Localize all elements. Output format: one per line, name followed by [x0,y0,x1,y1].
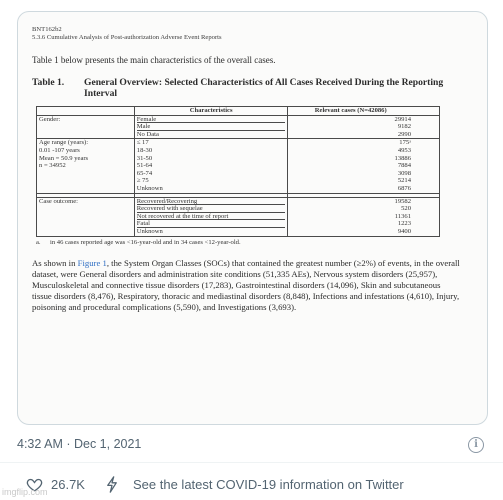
list-item: 175ᵃ [399,139,411,147]
header-relevant: Relevant cases (N=42086) [288,107,440,116]
list-item: 6876 [397,184,411,192]
list-item: ≤ 17 [136,139,149,147]
document-header [32,26,471,42]
table-title: General Overview: Selected Characteristics of All Cases Received During the Reporting Interval [84,77,444,99]
covid-info-link[interactable] [105,476,404,493]
footnote-mark: a. [36,238,41,246]
table-row-outcome [37,197,440,236]
tweet-media-card[interactable] [17,11,488,425]
list-item: 9182 [397,123,411,131]
covid-info-text: See the latest COVID-19 information on Twitter [133,477,404,492]
age-items [137,139,286,192]
header-characteristics: Characteristics [134,107,288,116]
list-item: Female [137,116,286,124]
list-item: 29914 [394,115,411,123]
outcome-items [137,198,286,236]
footnote-text: in 46 cases reported age was <16-year-old and in 34 cases <12-year-old. [50,238,241,246]
age-values [290,139,411,192]
header-empty [37,107,135,116]
list-item: 13886 [394,154,411,162]
list-item: 51-64 [136,162,153,170]
characteristics-table [36,106,440,237]
gender-label: Gender: [37,115,135,139]
gender-items [137,116,286,139]
list-item: 3098 [397,169,411,177]
para-text-start: As shown in [32,257,78,268]
table-footnote [36,239,471,246]
table-row-gender [37,115,440,139]
list-item: 4953 [397,146,411,154]
tweet-timestamp[interactable]: 4:32 AM · Dec 1, 2021 [17,437,142,451]
imgflip-watermark: imgflip.com [2,487,48,497]
list-item: n = 34952 [39,162,66,170]
list-item: 1223 [397,220,411,228]
list-item: 5214 [397,177,411,185]
tweet-actions [0,470,503,500]
doc-header-line2: 5.3.6 Cumulative Analysis of Post-authorization Adverse Event Reports [32,34,222,41]
gender-values [290,116,411,139]
para-text-rest: , the System Organ Classes (SOCs) that contained the greatest number (≥2%) of events, in the overall dataset, were General disorders and administration site conditions (51,335 AEs), Nervous system disorders (25,957), Musculoskeletal and connective tissue disorders (17,283), Gastrointestinal disorders (14,096), Skin and subcutaneous tissue disorders (8,476), Respiratory, thoracic and mediastinal disorders (8,848), Infections and infestations (4,610), Injury, poisoning and procedural complications (5,590), and Investigations (3,693). [32,257,460,313]
outcome-label: Case outcome: [37,197,135,236]
list-item: Male [137,123,286,131]
doc-paragraph [32,258,462,314]
list-item: Not recovered at the time of report [137,213,286,221]
outcome-values [290,198,411,236]
list-item: Unknown [136,184,163,192]
list-item: 520 [401,205,411,213]
table-caption [32,77,471,99]
list-item: 65-74 [136,169,153,177]
lightning-icon [105,476,119,493]
info-icon[interactable]: i [468,437,484,453]
age-label [39,139,132,169]
table-number: Table 1. [32,77,65,88]
list-item: Mean = 50.9 years [39,154,89,162]
list-item: ≥ 75 [136,177,149,185]
list-item: 7884 [397,162,411,170]
list-item: 2990 [397,130,411,138]
table-row-age [37,139,440,193]
list-item: Age range (years): [39,139,89,147]
list-item: Fatal [137,220,286,228]
list-item: 31-50 [136,154,153,162]
like-count: 26.7K [51,477,85,492]
list-item: Unknown [136,227,163,235]
list-item: Recovered/Recovering [137,198,286,206]
doc-intro: Table 1 below presents the main characteristics of the overall cases. [32,55,276,65]
list-item: 0.01 -107 years [39,146,80,154]
list-item: 9400 [397,227,411,235]
list-item: 11361 [394,212,411,220]
list-item: 18-30 [136,146,153,154]
table-header-row [37,107,440,116]
list-item: No Data [136,130,159,138]
doc-header-line1: BNT162b2 [32,26,62,33]
list-item: 19582 [394,197,411,205]
figure-link: Figure 1 [77,257,107,268]
list-item: Recovered with sequelae [137,205,286,213]
document-image [18,12,488,425]
divider [0,462,503,463]
